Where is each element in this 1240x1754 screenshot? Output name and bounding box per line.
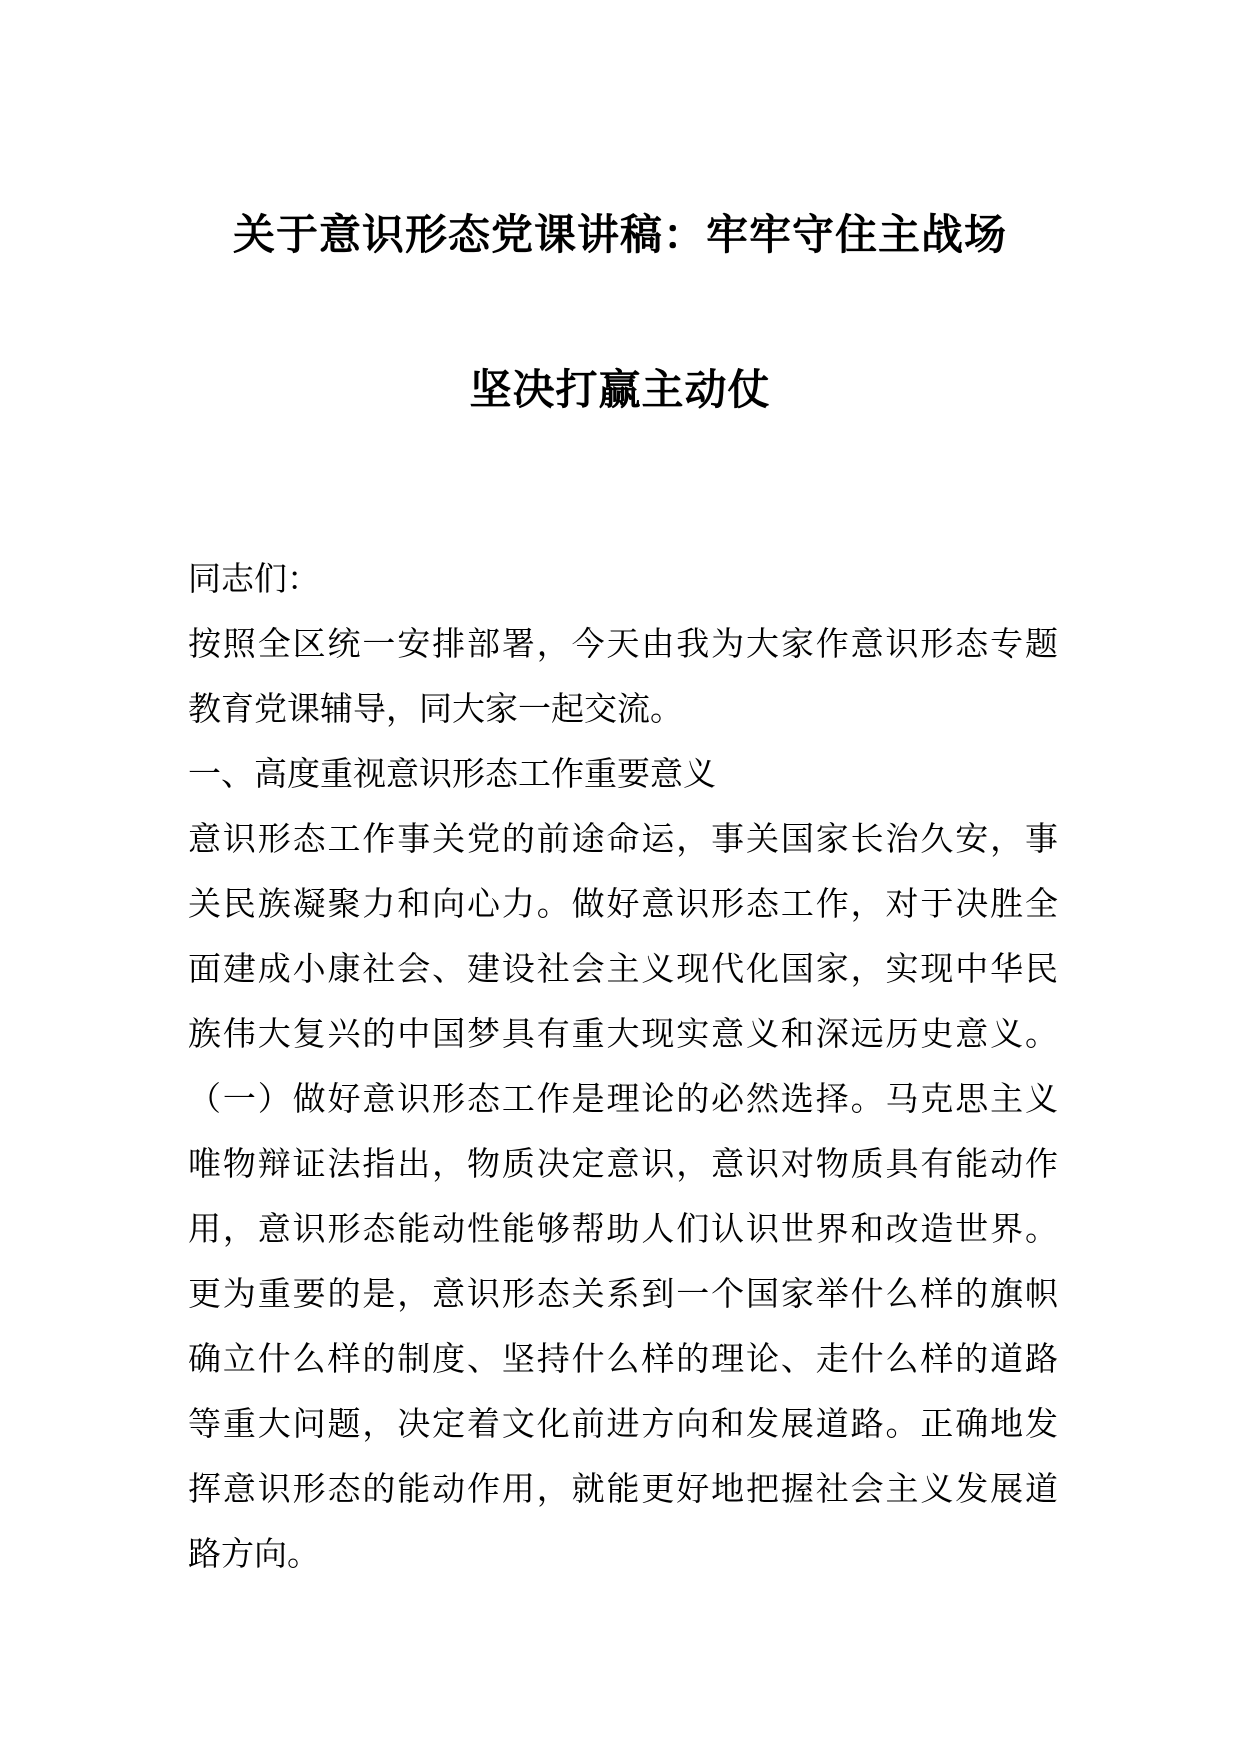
document-title-line2: 坚决打赢主动仗 (469, 365, 771, 414)
body-line: 族伟大复兴的中国梦具有重大现实意义和深远历史意义。 (188, 1014, 1058, 1053)
body-line: 挥意识形态的能动作用，就能更好地把握社会主义发展道 (188, 1469, 1058, 1508)
body-line: 等重大问题，决定着文化前进方向和发展道路。正确地发 (188, 1404, 1058, 1443)
body-line: 路方向。 (188, 1534, 320, 1573)
body-line: 更为重要的是，意识形态关系到一个国家举什么样的旗帜 (188, 1274, 1058, 1313)
body-line: 教育党课辅导，同大家一起交流。 (188, 689, 683, 728)
body-line: 意识形态工作事关党的前途命运，事关国家长治久安，事 (188, 819, 1058, 858)
document-body (188, 546, 1058, 1586)
body-line: 确立什么样的制度、坚持什么样的理论、走什么样的道路 (188, 1339, 1058, 1378)
document-title-line1: 关于意识形态党课讲稿：牢牢守住主战场 (232, 210, 1007, 259)
section-heading: 一、高度重视意识形态工作重要意义 (188, 754, 716, 793)
body-line: 按照全区统一安排部署，今天由我为大家作意识形态专题 (188, 624, 1058, 663)
body-line: 关民族凝聚力和向心力。做好意识形态工作，对于决胜全 (188, 884, 1058, 923)
body-line: 唯物辩证法指出，物质决定意识，意识对物质具有能动作 (188, 1144, 1058, 1183)
body-line: 面建成小康社会、建设社会主义现代化国家，实现中华民 (188, 949, 1058, 988)
body-line: （一）做好意识形态工作是理论的必然选择。马克思主义 (188, 1079, 1058, 1118)
body-line: 用，意识形态能动性能够帮助人们认识世界和改造世界。 (188, 1209, 1058, 1248)
salutation: 同志们： (188, 559, 320, 598)
